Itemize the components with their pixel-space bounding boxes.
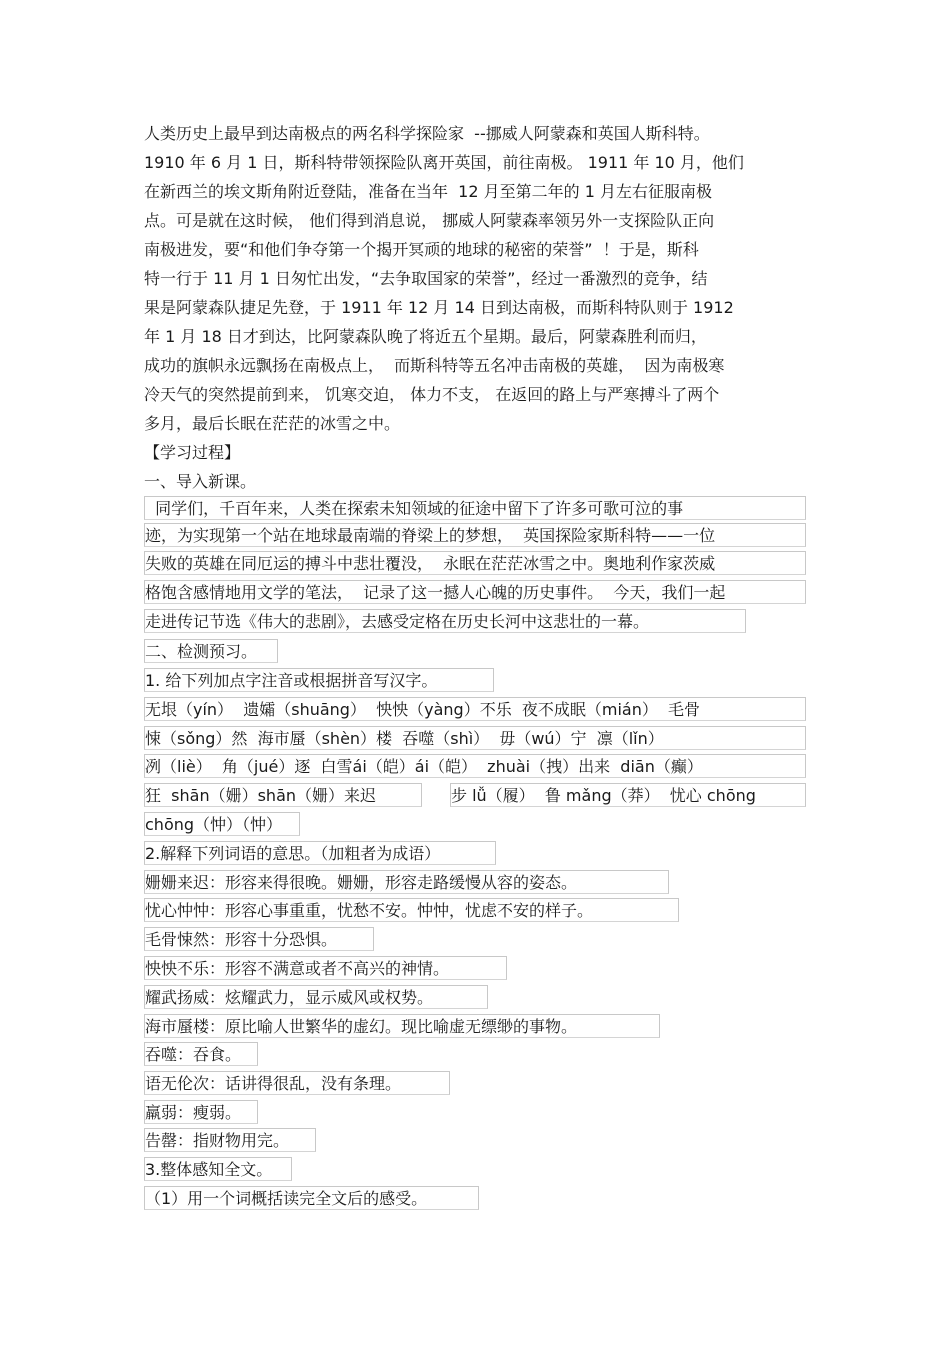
- part1-line: 同学们，千百年来，人类在探索未知领域的征途中留下了许多可歌可泣的事: [144, 496, 806, 520]
- intro-line: 多月，最后长眠在茫茫的冰雪之中。: [144, 414, 401, 433]
- intro-line: 果是阿蒙森队捷足先登，于 1911 年 12 月 14 日到达南极，而斯科特队则于 1912: [144, 298, 734, 317]
- intro-line: 特一行于 11 月 1 日匆忙出发，“去争取国家的荣誉”，经过一番激烈的竞争，结: [144, 269, 708, 288]
- part1-line: 失败的英雄在同厄运的搏斗中悲壮覆没， 永眠在茫茫冰雪之中。奥地利作家茨威: [144, 551, 806, 575]
- q2-item: 吞噬：吞食。: [144, 1042, 258, 1066]
- q2-heading: 2.解释下列词语的意思。（加粗者为成语）: [144, 841, 496, 865]
- intro-line: 成功的旗帜永远飘扬在南极点上， 而斯科特等五名冲击南极的英雄， 因为南极寒: [144, 356, 725, 375]
- intro-line: 1910 年 6 月 1 日，斯科特带领探险队离开英国，前往南极。 1911 年 10 月，他们: [144, 153, 744, 172]
- q1-line: chōng（忡）（忡）: [144, 812, 300, 836]
- part1-heading: 一、导入新课。: [144, 472, 257, 491]
- intro-line: 点。可是就在这时候， 他们得到消息说， 挪威人阿蒙森率领另外一支探险队正向: [144, 211, 715, 230]
- intro-line: 人类历史上最早到达南极点的两名科学探险家 --挪威人阿蒙森和英国人斯科特。: [144, 124, 710, 143]
- part1-line: 走进传记节选《伟大的悲剧》，去感受定格在历史长河中这悲壮的一幕。: [144, 609, 746, 633]
- q3-heading: 3.整体感知全文。: [144, 1157, 292, 1181]
- q2-item: 怏怏不乐：形容不满意或者不高兴的神情。: [144, 956, 507, 980]
- part1-line: 格饱含感情地用文学的笔法， 记录了这一撼人心魄的历史事件。 今天，我们一起: [144, 580, 806, 604]
- part2-heading: 二、检测预习。: [144, 639, 278, 663]
- q2-item: 忧心忡忡：形容心事重重，忧愁不安。忡忡，忧虑不安的样子。: [144, 898, 679, 922]
- q2-item: 姗姗来迟：形容来得很晚。姗姗，形容走路缓慢从容的姿态。: [144, 870, 669, 894]
- q1-line: 步 lǚ（履） 鲁 mǎng（莽） 忧心 chōng: [450, 783, 806, 807]
- intro-line: 在新西兰的埃文斯角附近登陆，准备在当年 12 月至第二年的 1 月左右征服南极: [144, 182, 712, 201]
- intro-line: 南极进发，要“和他们争夺第一个揭开冥顽的地球的秘密的荣誉” ！于是，斯科: [144, 240, 699, 259]
- q1-line: 狂 shān（姗）shān（姗）来迟: [144, 783, 422, 807]
- intro-line: 冷天气的突然提前到来， 饥寒交迫， 体力不支， 在返回的路上与严寒搏斗了两个: [144, 385, 720, 404]
- q1-line: 悚（sǒng）然 海市蜃（shèn）楼 吞噬（shì） 毋（wú）宁 凛（lǐn）: [144, 726, 806, 750]
- part1-line: 迹，为实现第一个站在地球最南端的脊梁上的梦想， 英国探险家斯科特——一位: [144, 523, 806, 547]
- q1-line: 冽（liè） 角（jué）逐 白雪ái（皑）ái（皑） zhuài（拽）出来 diān（癫）: [144, 754, 806, 778]
- q2-item: 毛骨悚然：形容十分恐惧。: [144, 927, 374, 951]
- q2-item: 海市蜃楼：原比喻人世繁华的虚幻。现比喻虚无缥缈的事物。: [144, 1014, 660, 1038]
- q2-item: 语无伦次：话讲得很乱，没有条理。: [144, 1071, 450, 1095]
- q1-heading: 1. 给下列加点字注音或根据拼音写汉字。: [144, 668, 494, 692]
- intro-line: 年 1 月 18 日才到达，比阿蒙森队晚了将近五个星期。最后，阿蒙森胜利而归，: [144, 327, 707, 346]
- q3-sub-question: （1）用一个词概括读完全文后的感受。: [144, 1186, 479, 1210]
- q2-item: 告罄：指财物用完。: [144, 1128, 316, 1152]
- q2-item: 羸弱：瘦弱。: [144, 1100, 258, 1124]
- q2-item: 耀武扬威：炫耀武力，显示威风或权势。: [144, 985, 488, 1009]
- section-title: 【学习过程】: [144, 443, 241, 462]
- q1-line: 无垠（yín） 遗孀（shuāng） 怏怏（yàng）不乐 夜不成眠（mián） 毛骨: [144, 697, 806, 721]
